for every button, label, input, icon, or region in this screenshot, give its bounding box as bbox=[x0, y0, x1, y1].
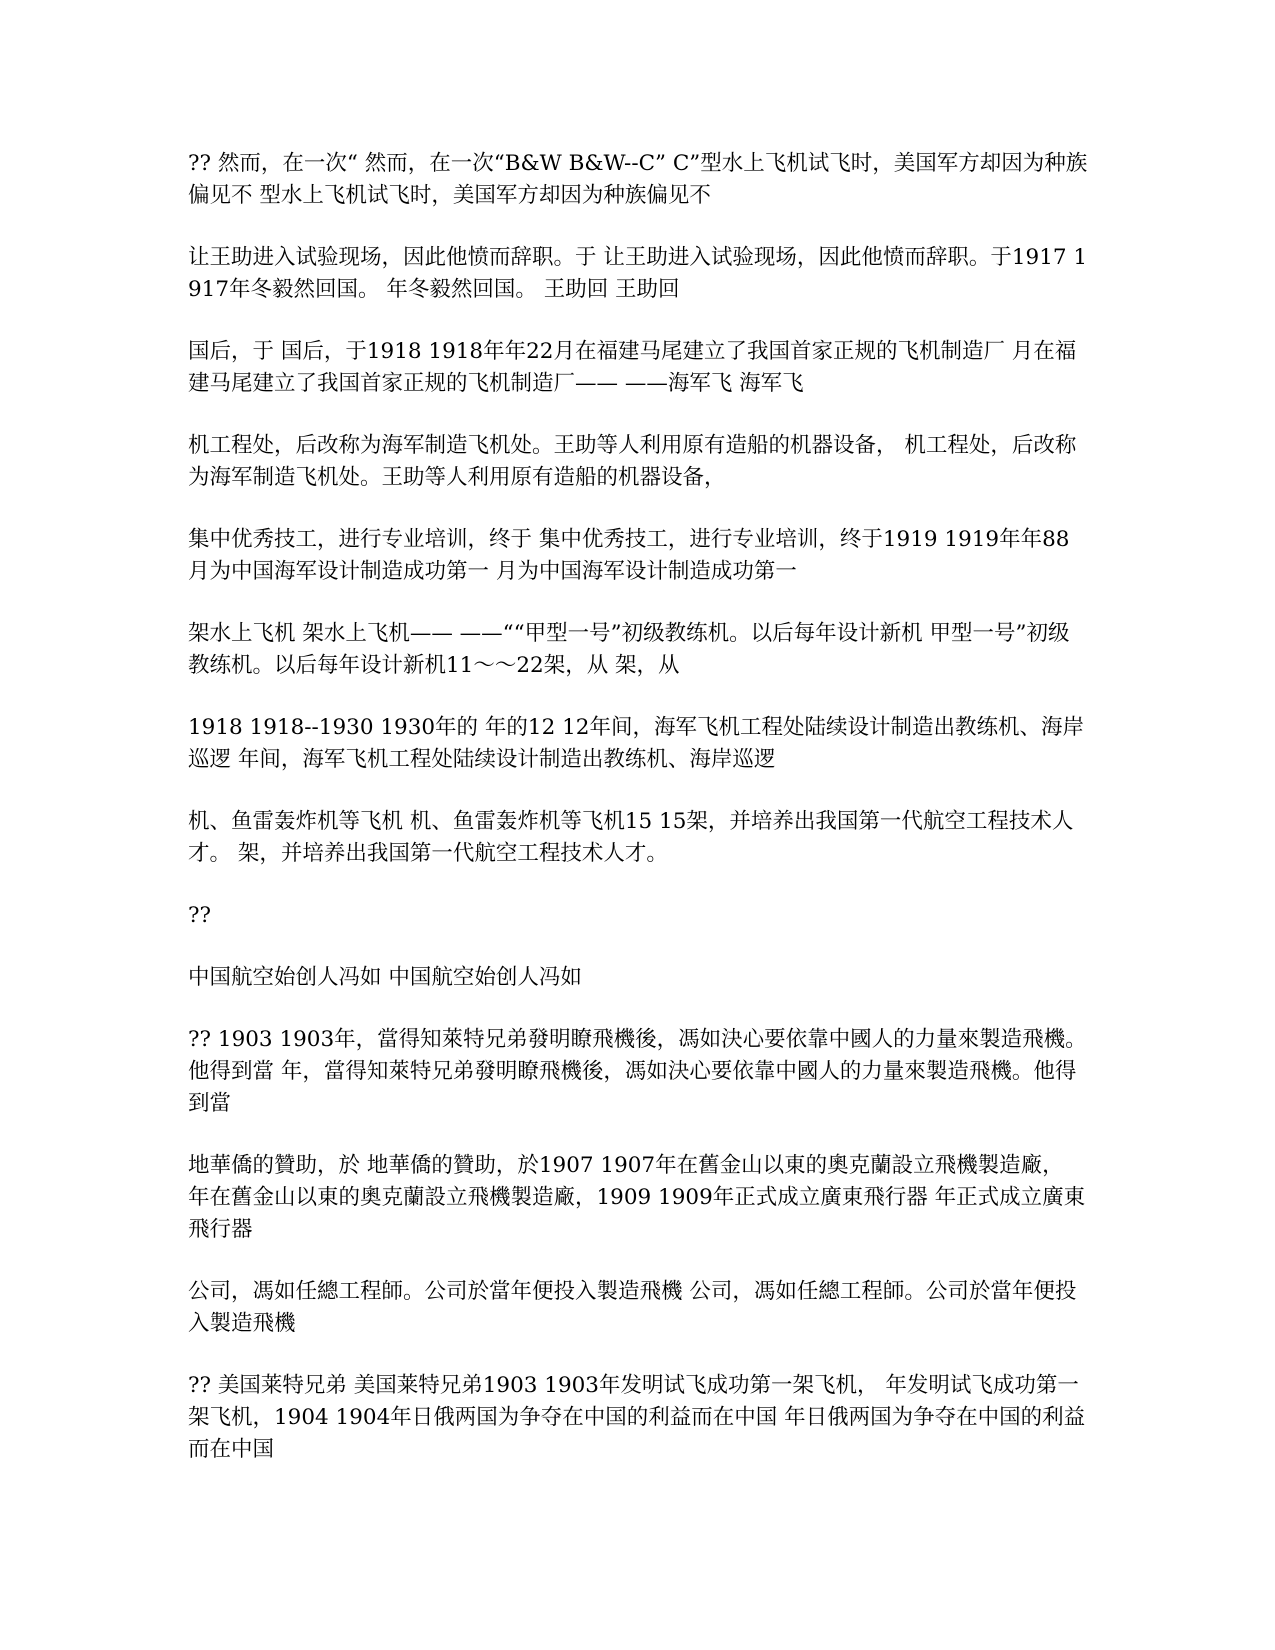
paragraph: 1918 1918--1930 1930年的 年的12 12年间，海军飞机工程处陆续设计制造出教练机、海岸巡逻 年间，海军飞机工程处陆续设计制造出教练机、海岸巡逻 bbox=[188, 715, 1084, 772]
paragraph: 让王助进入试验现场，因此他愤而辞职。于 让王助进入试验现场，因此他愤而辞职。于1917 1917年冬毅然回国。 年冬毅然回国。 王助回 王助回 bbox=[188, 245, 1088, 302]
paragraph: 集中优秀技工，进行专业培训，终于 集中优秀技工，进行专业培训，终于1919 1919年年88月为中国海军设计制造成功第一 月为中国海军设计制造成功第一 bbox=[188, 527, 1070, 584]
paragraph: 机工程处，后改称为海军制造飞机处。王助等人利用原有造船的机器设备， 机工程处，后改称为海军制造飞机处。王助等人利用原有造船的机器设备， bbox=[188, 433, 1077, 490]
paragraph: 机、鱼雷轰炸机等飞机 机、鱼雷轰炸机等飞机15 15架，并培养出我国第一代航空工程技术人才。 架，并培养出我国第一代航空工程技术人才。 bbox=[188, 809, 1074, 866]
paragraph: 架水上飞机 架水上飞机—— ——““甲型一号”初级教练机。以后每年设计新机 甲型一号”初级教练机。以后每年设计新机11～～22架，从 架，从 bbox=[188, 621, 1070, 678]
section-heading: 中国航空始创人冯如 中国航空始创人冯如 bbox=[188, 965, 582, 990]
paragraph: 国后，于 国后，于1918 1918年年22月在福建马尾建立了我国首家正规的飞机制造厂 月在福建马尾建立了我国首家正规的飞机制造厂—— ——海军飞 海军飞 bbox=[188, 339, 1077, 396]
paragraph: 地華僑的贊助，於 地華僑的贊助，於1907 1907年在舊金山以東的奧克蘭設立飛機製造廠， 年在舊金山以東的奧克蘭設立飛機製造廠，1909 1909年正式成立廣東飛行器 年正式成立廣東飛行器 bbox=[188, 1153, 1086, 1242]
paragraph: 公司，馮如任總工程師。公司於當年便投入製造飛機 公司，馮如任總工程師。公司於當年便投入製造飛機 bbox=[188, 1279, 1077, 1336]
paragraph: ?? 1903 1903年，當得知萊特兄弟發明瞭飛機後，馮如決心要依靠中國人的力量來製造飛機。他得到當 年，當得知萊特兄弟發明瞭飛機後，馮如決心要依靠中國人的力量來製造飛機。他得到當 bbox=[188, 1027, 1087, 1116]
paragraph: ?? 然而，在一次“ 然而，在一次“B&W B&W--C” C”型水上飞机试飞时，美国军方却因为种族偏见不 型水上飞机试飞时，美国军方却因为种族偏见不 bbox=[188, 151, 1088, 208]
paragraph: ?? 美国莱特兄弟 美国莱特兄弟1903 1903年发明试飞成功第一架飞机， 年发明试飞成功第一架飞机，1904 1904年日俄两国为争夺在中国的利益而在中国 年日俄两国为争夺在中国的利益而在中国 bbox=[188, 1373, 1086, 1462]
paragraph: ?? bbox=[188, 903, 212, 928]
document-body bbox=[188, 148, 1088, 1496]
